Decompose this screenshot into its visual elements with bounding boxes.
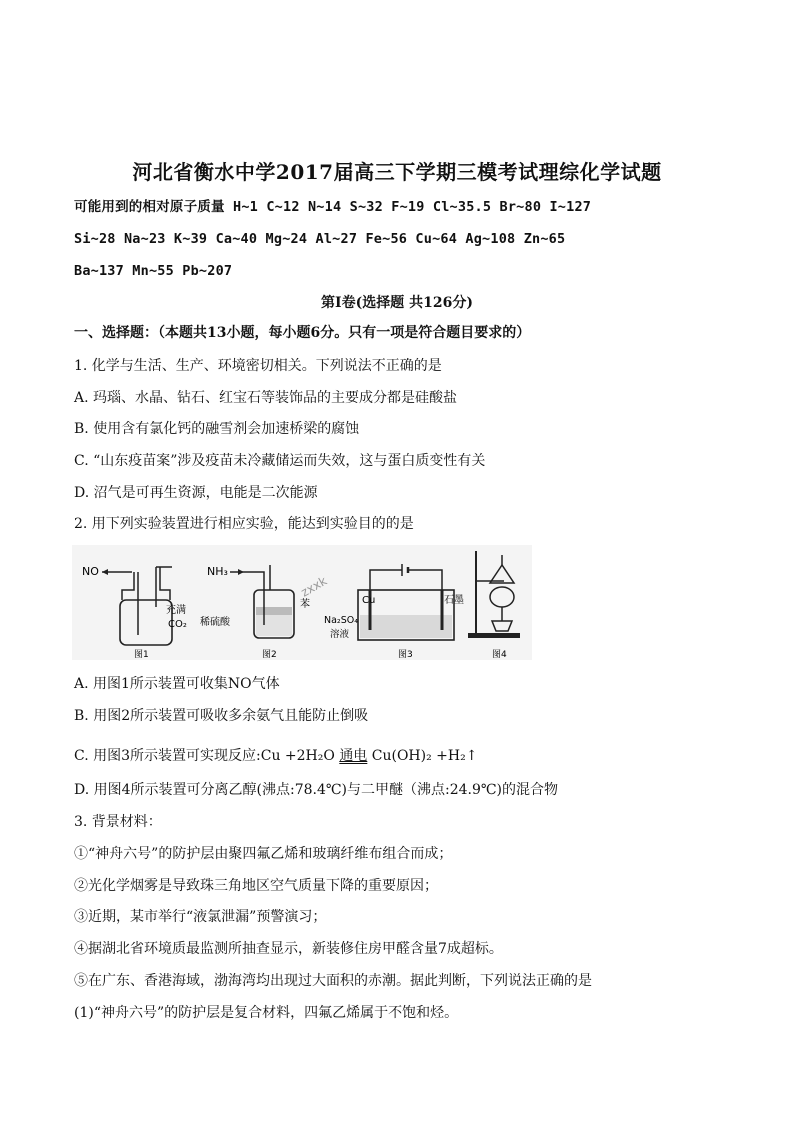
fig3-left-label: Cu (362, 595, 376, 606)
fig2-caption: 图2 (262, 650, 277, 660)
page-title: 河北省衡水中学2017届高三下学期三模考试理综化学试题 (132, 160, 662, 184)
q3-material-4: ④据湖北省环境质最监测所抽查显示，新装修住房甲醛含量7成超标。 (74, 941, 503, 957)
q3-stem: 3. 背景材料： (74, 814, 162, 830)
q3-material-3: ③近期，某市举行“液氯泄漏”预警演习； (74, 909, 327, 925)
fig2-layer-label: 苯 (300, 599, 310, 610)
q2-stem: 2. 用下列实验装置进行相应实验，能达到实验目的的是 (74, 516, 414, 532)
fig1-gas-label: NO (82, 565, 99, 578)
fig3-solution-label-1: Na₂SO₄ (324, 615, 359, 626)
q2-apparatus-figure (72, 545, 532, 660)
fig2-gas-label: NH₃ (207, 565, 228, 578)
fig4-caption: 图4 (492, 650, 507, 660)
q2-option-c (74, 747, 477, 765)
q2-option-d: D. 用图4所示装置可分离乙醇(沸点:78.4℃)与二甲醚（沸点:24.9℃)的混合物 (74, 782, 559, 798)
fig1-label-2: CO₂ (168, 619, 187, 630)
q2-option-c-suffix: Cu(OH)₂ +H₂↑ (367, 748, 478, 764)
q2-option-c-condition: 通电 (339, 748, 368, 764)
q3-material-5: ⑤在广东、香港海域，渤海湾均出现过大面积的赤潮。据此判断，下列说法正确的是 (74, 973, 592, 989)
part-header: 一、选择题：（本题共13小题，每小题6分。只有一项是符合题目要求的） (74, 325, 531, 341)
atomic-masses-line-1: 可能用到的相对原子质量 H~1 C~12 N~14 S~32 F~19 Cl~35.5 Br~80 I~127 (74, 199, 592, 215)
fig1-label-1: 充满 (166, 605, 186, 616)
atomic-masses-line-2: Si~28 Na~23 K~39 Ca~40 Mg~24 Al~27 Fe~56 Cu~64 Ag~108 Zn~65 (74, 231, 566, 247)
q2-option-c-prefix: C. 用图3所示装置可实现反应:Cu +2H₂O (74, 748, 340, 764)
q1-option-b: B. 使用含有氯化钙的融雪剂会加速桥梁的腐蚀 (74, 421, 360, 437)
section-header: 第Ⅰ卷(选择题 共126分) (321, 295, 473, 311)
fig2-liquid-label: 稀硫酸 (200, 617, 230, 628)
watermark-text: zxxk (298, 573, 330, 600)
q3-material-2: ②光化学烟雾是导致珠三角地区空气质量下降的重要原因； (74, 878, 438, 894)
q3-option-1: (1)“神舟六号”的防护层是复合材料，四氟乙烯属于不饱和烃。 (74, 1005, 459, 1021)
q1-option-a: A. 玛瑙、水晶、钻石、红宝石等装饰品的主要成分都是硅酸盐 (74, 390, 458, 406)
q3-material-1: ①“神舟六号”的防护层由聚四氟乙烯和玻璃纤维布组合而成； (74, 846, 453, 862)
fig1-caption: 图1 (134, 650, 149, 660)
q1-option-d: D. 沼气是可再生资源，电能是二次能源 (74, 485, 318, 501)
fig3-caption: 图3 (398, 650, 413, 660)
q2-option-b: B. 用图2所示装置可吸收多余氨气且能防止倒吸 (74, 708, 369, 724)
q2-option-a: A. 用图1所示装置可收集NO气体 (74, 676, 280, 692)
fig3-solution-label-2: 溶液 (330, 629, 350, 640)
q1-option-c: C. “山东疫苗案”涉及疫苗未冷藏储运而失效，这与蛋白质变性有关 (74, 453, 486, 469)
fig3-right-label: 石墨 (444, 595, 464, 606)
q1-stem: 1. 化学与生活、生产、环境密切相关。下列说法不正确的是 (74, 358, 442, 374)
atomic-masses-line-3: Ba~137 Mn~55 Pb~207 (74, 263, 233, 279)
